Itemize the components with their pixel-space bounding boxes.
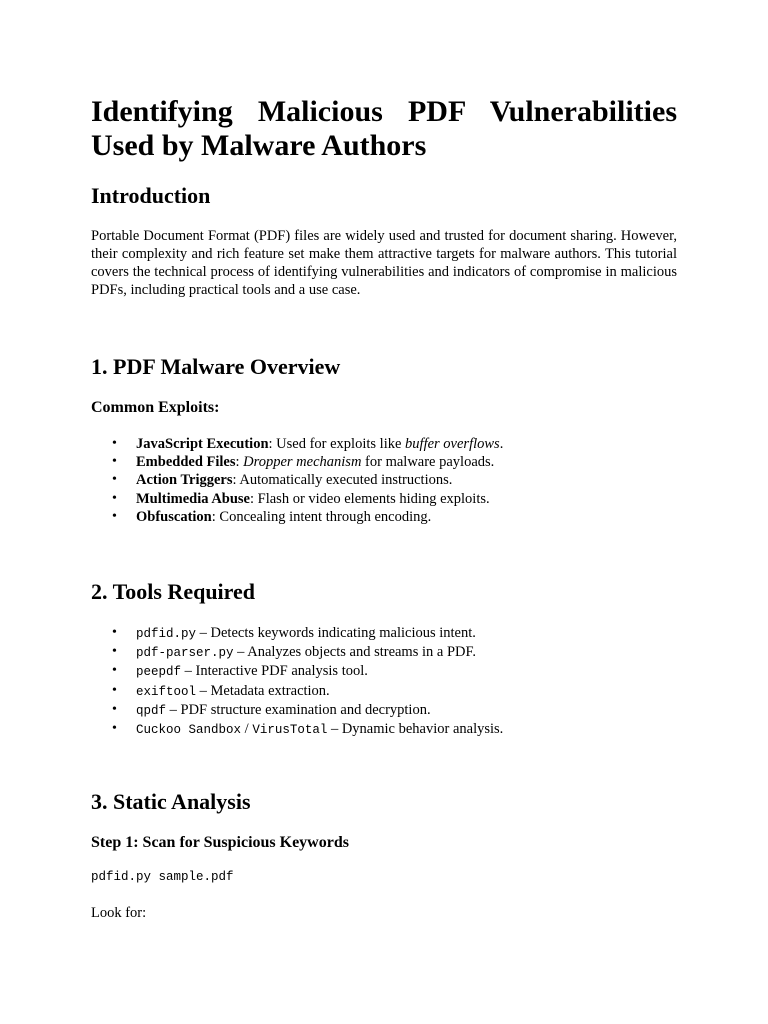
exploits-list <box>91 435 677 526</box>
introduction-heading: Introduction <box>91 183 211 208</box>
step-1-heading: Step 1: Scan for Suspicious Keywords <box>91 834 349 851</box>
list-item: • pdf-parser.py – Analyzes objects and streams in a PDF. <box>91 643 677 662</box>
list-item: • pdfid.py – Detects keywords indicating malicious intent. <box>91 624 677 643</box>
tools-list <box>91 624 677 739</box>
list-item: • Embedded Files: Dropper mechanism for malware payloads. <box>91 453 677 471</box>
list-item: • JavaScript Execution: Used for exploits like buffer overflows. <box>91 435 677 453</box>
list-item: • Multimedia Abuse: Flash or video elements hiding exploits. <box>91 490 677 508</box>
section-1-heading: 1. PDF Malware Overview <box>91 354 341 379</box>
common-exploits-heading: Common Exploits: <box>91 399 220 416</box>
list-item: • peepdf – Interactive PDF analysis tool. <box>91 662 677 681</box>
section-2-heading: 2. Tools Required <box>91 579 256 604</box>
list-item: • Action Triggers: Automatically executed instructions. <box>91 471 677 489</box>
list-item: • qpdf – PDF structure examination and decryption. <box>91 701 677 720</box>
list-item: • Cuckoo Sandbox / VirusTotal – Dynamic behavior analysis. <box>91 720 677 739</box>
code-block: pdfid.py sample.pdf <box>91 870 234 884</box>
section-3-heading: 3. Static Analysis <box>91 789 251 814</box>
introduction-paragraph: Portable Document Format (PDF) files are widely used and trusted for document sharing. However, their complexity and rich feature set make them attractive targets for malware authors. This tutorial covers the technical process of identifying vulnerabilities and indicators of compromise in malicious PDFs, including practical tools and a use case. <box>91 228 677 298</box>
list-item: • Obfuscation: Concealing intent through encoding. <box>91 508 677 526</box>
list-item: • exiftool – Metadata extraction. <box>91 682 677 701</box>
look-for-text: Look for: <box>91 905 147 921</box>
page-title: Identifying Malicious PDF Vulnerabilities Used by Malware Authors <box>91 95 677 162</box>
